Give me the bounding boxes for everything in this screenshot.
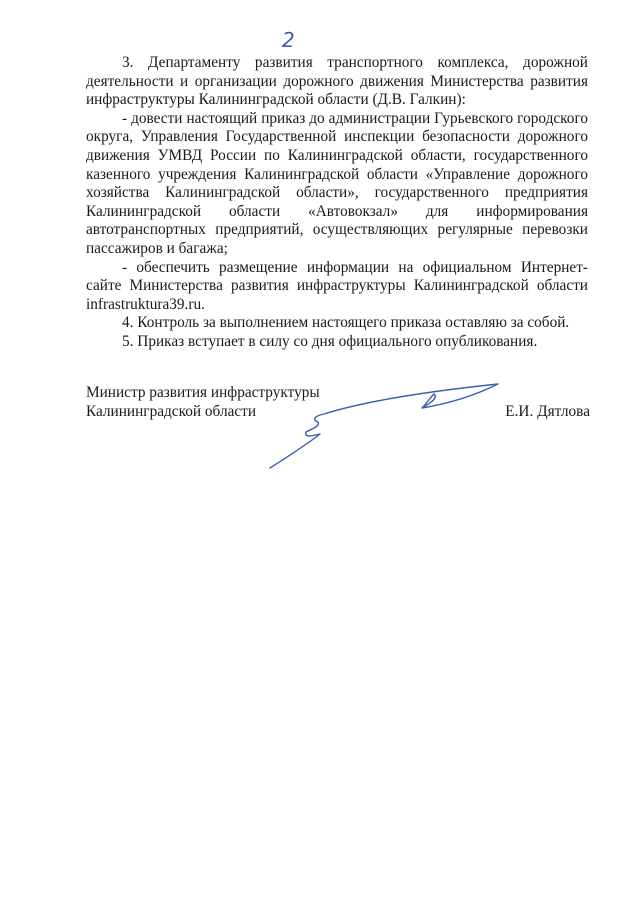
page-number: 2 bbox=[282, 28, 295, 52]
handwritten-signature bbox=[262, 376, 512, 476]
signature-stroke bbox=[270, 384, 498, 468]
signer-name: Е.И. Дятлова bbox=[505, 402, 590, 420]
paragraph-item-3: 3. Департаменту развития транспортного комплекса, дорожной деятельности и организации дорожного движения Министерства развития инфраструктуры Калининградской области (Д.В. Галкин): bbox=[86, 54, 588, 109]
paragraph-publish-website: - обеспечить размещение информации на официальном Интернет-сайте Министерства развития инфраструктуры Калининградской области infrastruktura39.ru. bbox=[86, 258, 588, 313]
signer-title-line1: Министр развития инфраструктуры bbox=[86, 384, 320, 401]
paragraph-item-4: 4. Контроль за выполнением настоящего приказа оставляю за собой. bbox=[122, 314, 570, 332]
document-body bbox=[86, 54, 588, 352]
paragraph-inform-agencies: - довести настоящий приказ до администрации Гурьевского городского округа, Управления Государственной инспекции безопасности дорожного движения УМВД России по Калининградской области, государственного казенного учреждения Калининградской области «Управление дорожного хозяйства Калининградской области», государственного предприятия Калининградской области «Автовокзал» для информирования автотранспортных предприятий, осуществляющих регулярные перевозки пассажиров и багажа; bbox=[86, 109, 588, 257]
signer-title-line2: Калининградской области bbox=[86, 402, 257, 420]
paragraph-item-5: 5. Приказ вступает в силу со дня официального опубликования. bbox=[122, 332, 538, 350]
